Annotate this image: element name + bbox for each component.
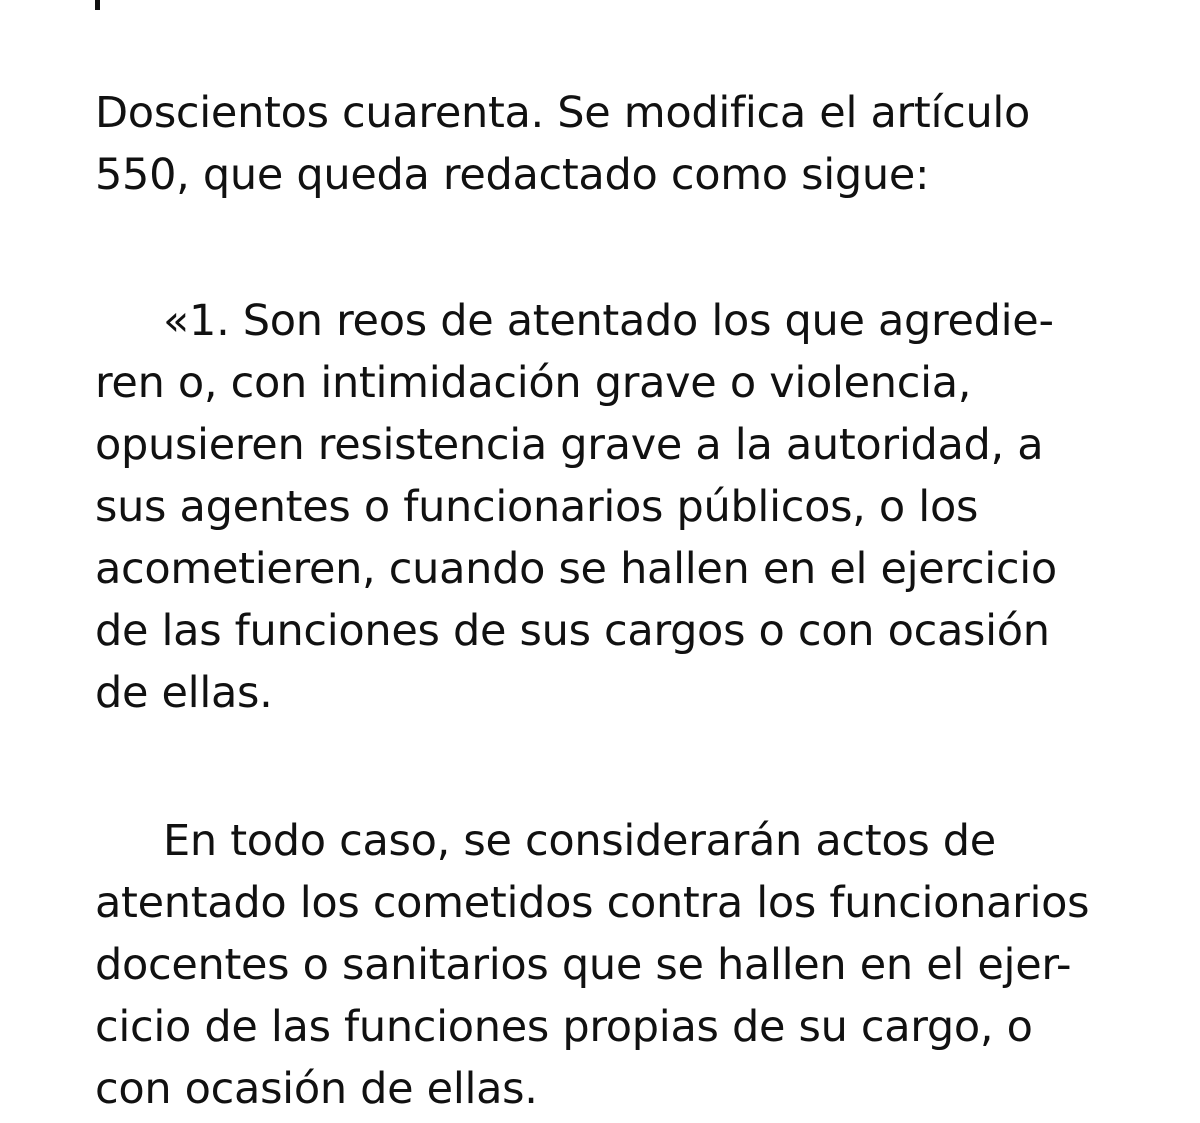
paragraph-teachers-health-workers <box>95 810 1185 1120</box>
text-line: acometieren, cuando se hallen en el ejercicio <box>95 544 1057 594</box>
text-line: con ocasión de ellas. <box>95 1064 538 1114</box>
text-line: «1. Son reos de atentado los que agredie- <box>163 296 1054 346</box>
text-line: de las funciones de sus cargos o con ocasión <box>95 606 1050 656</box>
text-line: atentado los cometidos contra los funcionarios <box>95 878 1090 928</box>
text-line: En todo caso, se considerarán actos de <box>163 816 996 866</box>
document-body <box>95 82 1185 1120</box>
text-line: cicio de las funciones propias de su cargo, o <box>95 1002 1033 1052</box>
text-line: sus agentes o funcionarios públicos, o los <box>95 482 979 532</box>
text-line: de ellas. <box>95 668 273 718</box>
text-line: ren o, con intimidación grave o violencia, <box>95 358 972 408</box>
cropped-text-fragment <box>95 0 100 10</box>
text-line: opusieren resistencia grave a la autoridad, a <box>95 420 1044 470</box>
paragraph-amendment-intro <box>95 82 1185 206</box>
paragraph-article-550-1 <box>95 290 1185 724</box>
text-line: 550, que queda redactado como sigue: <box>95 150 930 200</box>
text-line: docentes o sanitarios que se hallen en el ejer- <box>95 940 1072 990</box>
text-line: Doscientos cuarenta. Se modifica el artículo <box>95 88 1031 138</box>
